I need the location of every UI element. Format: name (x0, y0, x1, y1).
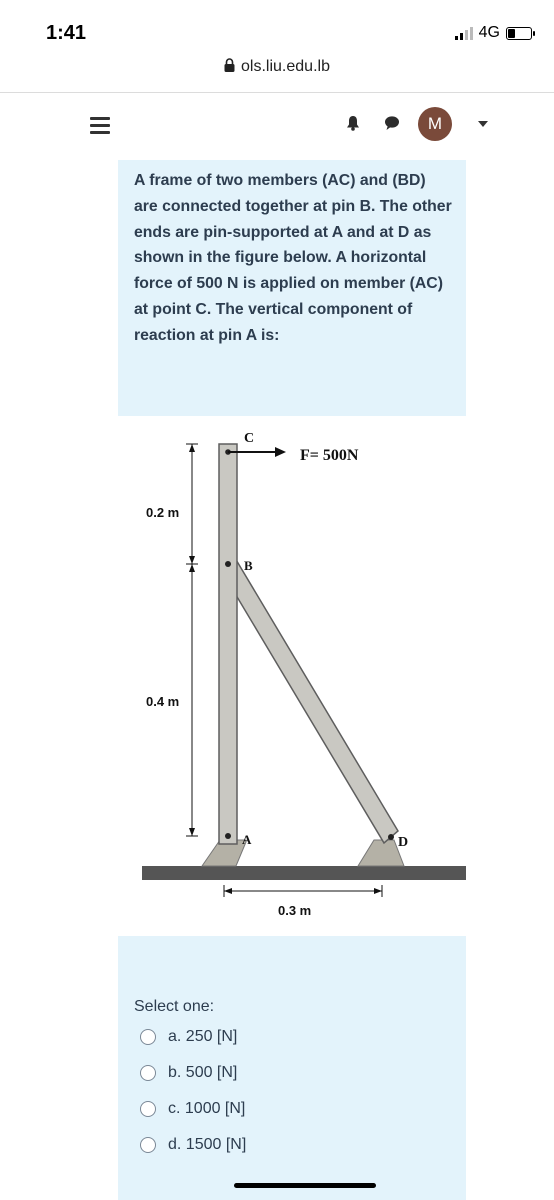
radio-button[interactable] (140, 1101, 156, 1117)
url-bar[interactable] (0, 58, 554, 86)
question-figure (132, 416, 466, 936)
signal-icon (455, 26, 473, 40)
label-d: D (398, 835, 409, 850)
force-label: F= 500N (300, 447, 359, 464)
menu-icon[interactable] (90, 117, 110, 135)
option-label: b. 500 [N] (168, 1064, 238, 1081)
pin-a (225, 833, 231, 839)
network-label: 4G (478, 24, 500, 41)
radio-button[interactable] (140, 1029, 156, 1045)
question-text: A frame of two members (AC) and (BD) are connected together at pin B. The other ends are pin-supported at A and at D as shown in the figure below. A horizontal force of 500 N is applied on member (AC) at point C. The vertical component of reaction at pin A is: (134, 172, 452, 344)
dimension-horizontal-label: 0.3 m (278, 903, 312, 918)
frame-diagram (132, 416, 466, 936)
bell-icon[interactable] (346, 115, 360, 136)
lock-icon (224, 58, 235, 77)
avatar[interactable]: M (418, 107, 452, 141)
battery-icon (506, 27, 532, 40)
chevron-down-icon[interactable] (478, 121, 488, 127)
option-label: a. 250 [N] (168, 1028, 238, 1045)
label-b: B (244, 558, 253, 573)
radio-button[interactable] (140, 1137, 156, 1153)
option-c[interactable] (140, 1100, 245, 1118)
status-indicators (455, 24, 532, 42)
radio-button[interactable] (140, 1065, 156, 1081)
force-arrowhead (275, 447, 286, 457)
pin-b (225, 561, 231, 567)
option-b[interactable] (140, 1064, 237, 1082)
question-panel (118, 160, 466, 416)
status-bar (0, 0, 554, 60)
option-label: c. 1000 [N] (168, 1100, 246, 1117)
member-bd (221, 558, 398, 843)
option-a[interactable] (140, 1028, 237, 1046)
url-text: ols.liu.edu.lb (241, 58, 330, 75)
member-ac (219, 444, 237, 844)
site-nav-bar (0, 92, 554, 165)
label-c: C (244, 431, 255, 446)
ground (142, 866, 466, 880)
select-one-label: Select one: (134, 998, 215, 1015)
dimension-bottom-label: 0.4 m (146, 694, 180, 709)
answer-panel (118, 936, 466, 1200)
option-label: d. 1500 [N] (168, 1136, 247, 1153)
pin-d (388, 834, 394, 840)
dimension-top-label: 0.2 m (146, 505, 180, 520)
option-d[interactable] (140, 1136, 246, 1154)
home-indicator[interactable] (234, 1183, 376, 1188)
status-time: 1:41 (46, 22, 87, 44)
label-a: A (242, 832, 252, 847)
chat-icon[interactable] (384, 115, 400, 136)
